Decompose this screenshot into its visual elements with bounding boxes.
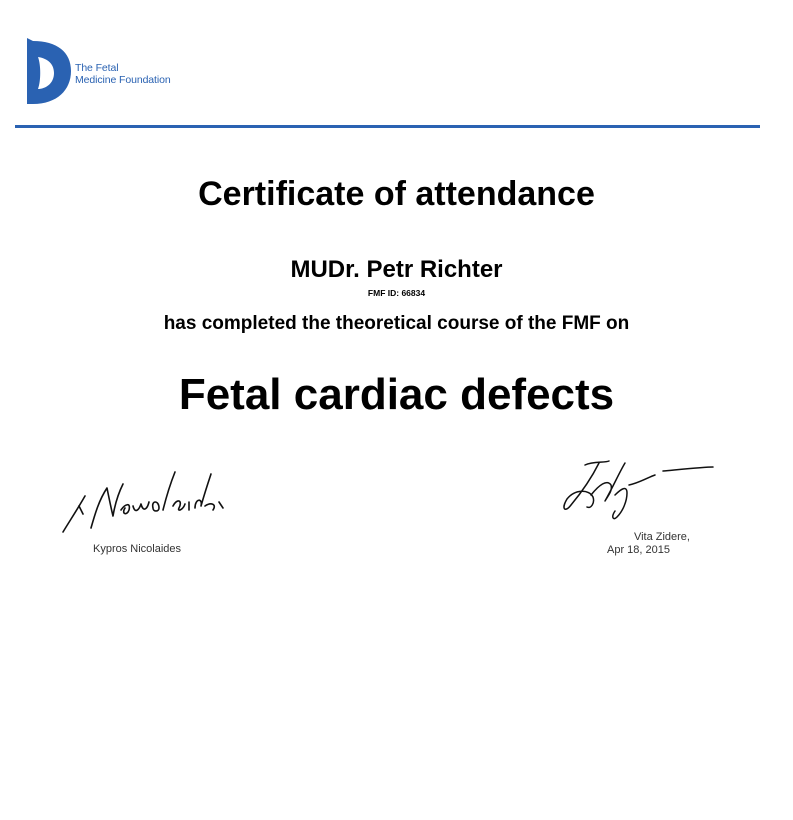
course-name: Fetal cardiac defects bbox=[178, 370, 615, 419]
header-divider bbox=[15, 125, 760, 128]
recipient-name: MUDr. Petr Richter bbox=[290, 256, 503, 283]
signer-name-right: Vita Zidere, bbox=[633, 531, 690, 543]
fmf-logo bbox=[27, 38, 187, 104]
signature-right bbox=[555, 455, 730, 525]
signature-left bbox=[55, 458, 230, 540]
completion-statement: has completed the theoretical course of the FMF on bbox=[163, 313, 630, 334]
signer-name-left: Kypros Nicolaides bbox=[93, 543, 182, 555]
certificate-title: Certificate of attendance bbox=[198, 175, 595, 213]
logo-line-1: The Fetal bbox=[75, 62, 119, 74]
signature-date: Apr 18, 2015 bbox=[607, 544, 670, 556]
fmf-logo-icon bbox=[27, 38, 71, 104]
logo-wordmark bbox=[75, 62, 171, 86]
logo-line-2: Medicine Foundation bbox=[75, 74, 171, 86]
fmf-id: FMF ID: 66834 bbox=[367, 288, 426, 298]
